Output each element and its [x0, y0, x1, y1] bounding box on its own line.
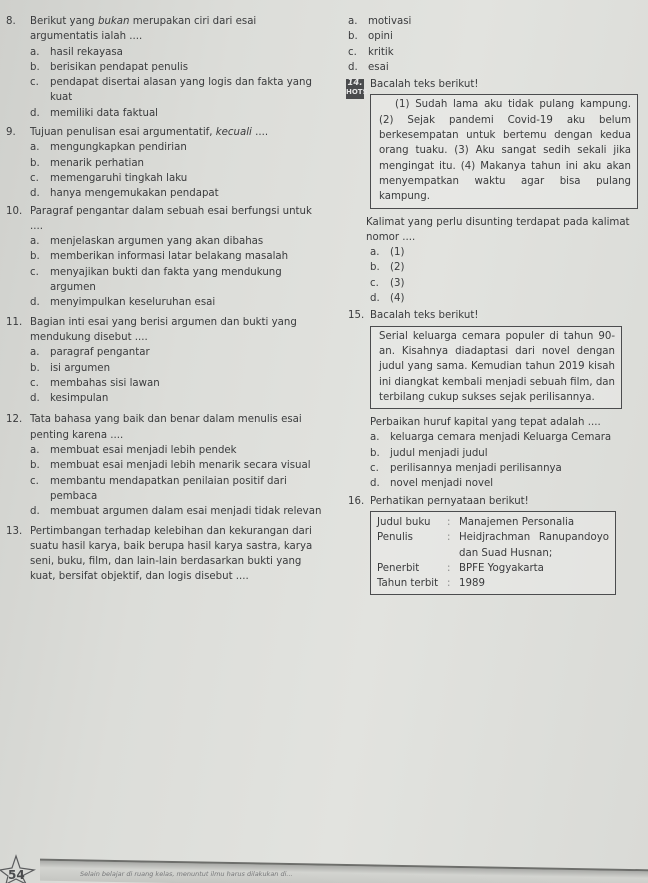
option-text: menjelaskan argumen yang akan dibahas	[50, 236, 264, 248]
question-number: 11.	[6, 316, 23, 328]
option-letter: d.	[370, 478, 380, 490]
bib-value: 1989	[459, 578, 485, 590]
option-b[interactable]	[30, 458, 324, 473]
footer-quote: Selain belajar di ruang kelas, menuntut ilmu harus dilakukan di...	[80, 870, 293, 878]
question-stem: Tata bahasa yang baik dan benar dalam menulis esai penting karena ....	[30, 414, 302, 441]
option-text: (1)	[390, 247, 405, 259]
option-d[interactable]	[30, 295, 324, 310]
question-8	[6, 14, 324, 121]
option-letter: b.	[370, 447, 380, 459]
option-letter: d.	[30, 393, 40, 405]
option-letter: c.	[30, 172, 39, 184]
option-letter: a.	[370, 247, 380, 259]
option-letter: a.	[30, 347, 40, 359]
option-text: esai	[368, 61, 389, 73]
bibliography-row	[377, 515, 609, 530]
hots-label: HOTS	[346, 88, 368, 97]
question-10	[6, 204, 324, 311]
option-text: menyajikan bukti dan fakta yang mendukung argumen	[50, 266, 282, 294]
question-stem: Perhatikan pernyataan berikut!	[370, 495, 529, 507]
option-b[interactable]	[348, 29, 648, 44]
option-text: memiliki data faktual	[50, 107, 159, 119]
option-b[interactable]	[30, 249, 324, 264]
bib-value: Manajemen Personalia	[459, 516, 575, 528]
question-stem: Pertimbangan terhadap kelebihan dan kekurangan dari suatu hasil karya, baik berupa hasil karya sastra, karya seni, buku, film, dan lain-lain berdasarkan bukti yang kuat, bersifat objektif, dan logis disebut ....	[30, 525, 313, 583]
question-13-options	[348, 14, 648, 75]
question-number: 14.	[347, 78, 363, 89]
question-16	[322, 494, 648, 596]
bib-separator: :	[447, 578, 451, 590]
option-c[interactable]	[348, 45, 648, 60]
option-d[interactable]	[370, 476, 648, 491]
option-letter: a.	[30, 445, 40, 457]
question-12	[6, 412, 324, 519]
option-c[interactable]	[370, 276, 648, 291]
option-letter: b.	[370, 262, 380, 274]
question-number: 13.	[6, 525, 23, 537]
question-9	[6, 125, 324, 201]
option-a[interactable]	[30, 140, 324, 155]
question-stem: Paragraf pengantar dalam sebuah esai berfungsi untuk ....	[30, 205, 312, 232]
option-letter: a.	[370, 432, 380, 444]
option-letter: b.	[348, 31, 358, 43]
option-text: (2)	[390, 262, 405, 274]
left-column	[6, 14, 324, 585]
option-text: membuat esai menjadi lebih pendek	[50, 445, 237, 457]
hots-badge	[346, 78, 368, 99]
question-stem	[30, 14, 324, 45]
bib-key: Penerbit	[377, 562, 420, 574]
page-footer	[0, 856, 648, 883]
option-c[interactable]	[30, 171, 324, 186]
option-a[interactable]	[30, 234, 324, 249]
option-text: hasil rekayasa	[50, 46, 123, 58]
bib-value: Heidjrachman Ranupandoyo dan Suad Husnan;	[459, 532, 609, 559]
option-d[interactable]	[30, 391, 324, 406]
question-prompt: Kalimat yang perlu disunting terdapat pada kalimat nomor ....	[366, 216, 630, 243]
stem-emphasis: kecuali	[215, 127, 252, 139]
stem-emphasis: bukan	[97, 16, 130, 27]
option-letter: d.	[30, 188, 40, 200]
option-text: menyimpulkan keseluruhan esai	[50, 297, 216, 309]
option-a[interactable]	[30, 45, 324, 60]
option-b[interactable]	[30, 60, 324, 75]
question-13	[6, 524, 324, 585]
option-letter: a.	[30, 142, 40, 154]
question-stem: Bacalah teks berikut!	[370, 310, 479, 322]
option-a[interactable]	[30, 345, 324, 360]
page-number: 54	[8, 868, 25, 882]
option-text: membuat argumen dalam esai menjadi tidak relevan	[50, 506, 322, 518]
option-letter: c.	[370, 463, 379, 475]
option-text: mengungkapkan pendirian	[50, 142, 187, 154]
stem-text: Tujuan penulisan esai argumentatif,	[30, 127, 216, 139]
option-text: kesimpulan	[50, 393, 109, 405]
option-a[interactable]	[30, 443, 324, 458]
option-letter: c.	[370, 277, 379, 289]
option-letter: a.	[30, 236, 40, 248]
question-11	[6, 315, 324, 407]
option-text: paragraf pengantar	[50, 347, 150, 359]
option-letter: b.	[30, 61, 40, 73]
stem-text: merupakan ciri dari esai argumentatis ialah ....	[30, 16, 257, 43]
option-text: keluarga cemara menjadi Keluarga Cemara	[390, 432, 612, 444]
option-c[interactable]	[30, 376, 324, 391]
option-text: berisikan pendapat penulis	[50, 61, 189, 73]
question-number: 10.	[6, 205, 23, 217]
option-letter: d.	[30, 506, 40, 518]
option-b[interactable]	[30, 156, 324, 171]
question-15	[322, 308, 648, 491]
option-text: memengaruhi tingkah laku	[50, 172, 188, 184]
question-stem: Bagian inti esai yang berisi argumen dan bukti yang mendukung disebut ....	[30, 316, 297, 343]
option-letter: a.	[30, 46, 40, 58]
option-letter: d.	[30, 107, 40, 119]
bibliography-row	[377, 561, 609, 576]
question-number: 8.	[6, 16, 16, 27]
option-letter: c.	[30, 77, 39, 89]
bib-key: Penulis	[377, 532, 413, 544]
option-letter: d.	[348, 61, 358, 73]
question-prompt: Perbaikan huruf kapital yang tepat adalah ....	[370, 417, 601, 429]
question-stem: Bacalah teks berikut!	[370, 79, 479, 91]
bib-separator: :	[447, 562, 451, 574]
option-text: hanya mengemukakan pendapat	[50, 188, 219, 200]
option-text: opini	[368, 31, 393, 43]
bib-separator: :	[447, 516, 451, 528]
option-letter: d.	[370, 293, 380, 305]
option-letter: b.	[30, 157, 40, 169]
option-letter: a.	[348, 16, 358, 27]
option-c[interactable]	[30, 75, 324, 106]
option-text: motivasi	[368, 16, 412, 27]
right-column	[348, 14, 648, 601]
question-number: 12.	[6, 414, 23, 426]
option-letter: c.	[30, 377, 39, 389]
option-text: membuat esai menjadi lebih menarik secara visual	[50, 460, 311, 472]
option-text: kritik	[368, 46, 394, 58]
passage-box: Serial keluarga cemara populer di tahun 90-an. Kisahnya diadaptasi dari novel dengan judul yang sama. Kemudian tahun 2019 kisah ini diangkat kembali menjadi sebuah film, dan terbilang cukup sukses sejak perilisannya.	[370, 326, 622, 409]
option-letter: b.	[30, 362, 40, 374]
option-a[interactable]	[370, 430, 648, 445]
option-a[interactable]	[348, 14, 648, 29]
option-text: (4)	[390, 293, 405, 305]
option-text: membantu mendapatkan penilaian positif dari pembaca	[50, 475, 287, 502]
passage-box: (1) Sudah lama aku tidak pulang kampung. (2) Sejak pandemi Covid-19 aku belum berkesempatan untuk bertemu dengan kedua orang tuaku. (3) Aku sangat sedih sekali jika mengingat itu. (4) Makanya tahun ini aku akan menyempatkan waktu agar bisa pulang kampung.	[370, 94, 638, 208]
option-d[interactable]	[30, 106, 324, 121]
option-a[interactable]	[370, 245, 648, 260]
option-text: isi argumen	[50, 362, 111, 374]
option-letter: c.	[348, 46, 357, 58]
bib-separator: :	[447, 532, 451, 544]
question-number: 16.	[348, 495, 365, 507]
bib-key: Tahun terbit	[377, 578, 439, 590]
bibliography-box	[370, 511, 616, 595]
option-b[interactable]	[370, 260, 648, 275]
stem-text: Berikut yang	[30, 16, 98, 27]
option-c[interactable]	[30, 265, 324, 296]
option-text: (3)	[390, 277, 405, 289]
question-number: 9.	[6, 127, 16, 139]
bibliography-row	[377, 576, 609, 591]
option-text: membahas sisi lawan	[50, 377, 160, 389]
option-d[interactable]	[370, 291, 648, 306]
option-letter: c.	[30, 475, 39, 487]
bib-value: BPFE Yogyakarta	[459, 562, 544, 574]
option-text: pendapat disertai alasan yang logis dan fakta yang kuat	[50, 77, 312, 104]
bib-key: Judul buku	[377, 516, 431, 528]
question-stem	[30, 125, 324, 140]
option-d[interactable]	[30, 504, 324, 519]
option-text: judul menjadi judul	[390, 447, 488, 459]
question-14	[348, 77, 648, 306]
option-letter: d.	[30, 297, 40, 309]
option-letter: b.	[30, 460, 40, 472]
question-number: 15.	[348, 310, 365, 322]
option-letter: b.	[30, 251, 40, 263]
bibliography-row	[377, 530, 609, 561]
option-c[interactable]	[370, 461, 648, 476]
option-text: memberikan informasi latar belakang masalah	[50, 251, 289, 263]
stem-text: ....	[251, 127, 269, 139]
option-text: novel menjadi novel	[390, 478, 494, 490]
option-letter: c.	[30, 266, 39, 278]
option-d[interactable]	[30, 186, 324, 201]
option-b[interactable]	[30, 361, 324, 376]
option-b[interactable]	[370, 446, 648, 461]
option-d[interactable]	[348, 60, 648, 75]
option-text: perilisannya menjadi perilisannya	[390, 463, 562, 475]
option-text: menarik perhatian	[50, 157, 145, 169]
option-c[interactable]	[30, 474, 324, 505]
